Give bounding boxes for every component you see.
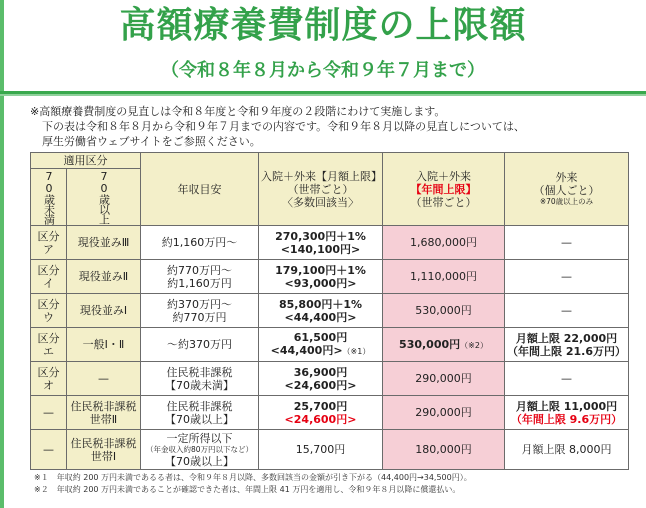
row-kubun: 区分ウ bbox=[31, 294, 67, 328]
table-row bbox=[31, 430, 629, 470]
row-over70: 住民税非課税世帯Ⅱ bbox=[67, 396, 141, 430]
row-outpatient: — bbox=[505, 260, 629, 294]
header-monthly bbox=[259, 153, 383, 226]
header-monthly-l1: 入院＋外来【月額上限】 bbox=[261, 169, 382, 183]
title-rule-light bbox=[0, 94, 646, 96]
row-income: 住民税非課税 【70歳以上】 bbox=[141, 396, 259, 430]
row-income: 約770万円〜 約1,160万円 bbox=[141, 260, 259, 294]
row-annual: 530,000円 bbox=[383, 294, 505, 328]
header-outpatient bbox=[505, 153, 629, 226]
table-row bbox=[31, 294, 629, 328]
row-outpatient: 月額上限 8,000円 bbox=[505, 430, 629, 470]
header-monthly-l3: 〈多数回該当〉 bbox=[282, 195, 359, 209]
row-annual: 1,680,000円 bbox=[383, 226, 505, 260]
note-line-3: 厚生労働省ウェブサイトをご参照ください。 bbox=[42, 135, 261, 148]
header-annual-l1a: 入院＋外来 bbox=[416, 169, 471, 183]
row-outpatient: 月額上限 11,000円 （年間上限 9.6万円） bbox=[505, 396, 629, 430]
page-title: 高額療養費制度の上限額 bbox=[119, 5, 527, 46]
row-over70: 住民税非課税世帯Ⅰ bbox=[67, 430, 141, 470]
row-annual: 180,000円 bbox=[383, 430, 505, 470]
table-row bbox=[31, 260, 629, 294]
header-outpatient-l2: （個人ごと） bbox=[533, 184, 600, 197]
header-group: 適用区分 bbox=[31, 153, 141, 169]
row-outpatient: 月額上限 22,000円 （年間上限 21.6万円） bbox=[505, 328, 629, 362]
page-subtitle: （令和８年８月から令和９年７月まで） bbox=[161, 60, 485, 81]
header-outpatient-l3: ※70歳以上のみ bbox=[539, 197, 594, 206]
row-annual: 290,000円 bbox=[383, 362, 505, 396]
row-outpatient: — bbox=[505, 294, 629, 328]
row-outpatient: — bbox=[505, 226, 629, 260]
footnotes bbox=[34, 472, 634, 496]
note-line-2: 下の表は令和８年８月から令和９年７月までの内容です。令和９年８月以降の見直しについては、 bbox=[42, 120, 525, 133]
header-monthly-l2: （世帯ごと） bbox=[287, 182, 354, 196]
row-income: 約370万円〜 約770万円 bbox=[141, 294, 259, 328]
table-row bbox=[31, 328, 629, 362]
header-annual-l1b: 【年間上限】 bbox=[410, 182, 477, 196]
footnote-2: ※２ 年収約 200 万円未満であることが確認できた者は、年間上限 41 万円を適用し、令和９年８月以降に償還払い。 bbox=[34, 485, 461, 494]
row-kubun: — bbox=[31, 396, 67, 430]
table-row bbox=[31, 396, 629, 430]
row-kubun: 区分ア bbox=[31, 226, 67, 260]
header-outpatient-l1: 外来 bbox=[555, 171, 578, 184]
row-monthly: 179,100円＋1% <93,000円> bbox=[259, 260, 383, 294]
row-over70: — bbox=[67, 362, 141, 396]
row-kubun: 区分エ bbox=[31, 328, 67, 362]
row-over70: 現役並みⅠ bbox=[67, 294, 141, 328]
row-kubun: — bbox=[31, 430, 67, 470]
row-income: 約1,160万円〜 bbox=[141, 226, 259, 260]
row-kubun: 区分イ bbox=[31, 260, 67, 294]
header-under70: 70歳未満 bbox=[31, 169, 67, 226]
row-annual: 1,110,000円 bbox=[383, 260, 505, 294]
limit-table bbox=[30, 152, 629, 470]
row-income: 一定所得以下 （年金収入約80万円以下など） 【70歳以上】 bbox=[141, 430, 259, 470]
row-over70: 一般Ⅰ・Ⅱ bbox=[67, 328, 141, 362]
row-income: 住民税非課税 【70歳未満】 bbox=[141, 362, 259, 396]
header-over70: 70歳以上 bbox=[67, 169, 141, 226]
table-row bbox=[31, 226, 629, 260]
row-annual: 530,000円（※2） bbox=[383, 328, 505, 362]
table-row bbox=[31, 362, 629, 396]
row-over70: 現役並みⅢ bbox=[67, 226, 141, 260]
footnote-ref-1: （※1） bbox=[342, 347, 371, 356]
row-monthly: 61,500円 <44,400円>（※1） bbox=[259, 328, 383, 362]
row-kubun: 区分オ bbox=[31, 362, 67, 396]
row-monthly: 85,800円＋1% <44,400円> bbox=[259, 294, 383, 328]
row-over70: 現役並みⅡ bbox=[67, 260, 141, 294]
footnote-1: ※１ 年収約 200 万円未満であるる者は、令和９年８月以降、多数回該当の金額が引き下がる（44,400円→34,500円）。 bbox=[34, 473, 472, 482]
intro-notes bbox=[30, 104, 630, 149]
row-monthly: 270,300円＋1% <140,100円> bbox=[259, 226, 383, 260]
row-outpatient: — bbox=[505, 362, 629, 396]
header-annual-l2: （世帯ごと） bbox=[410, 195, 477, 209]
header-annual bbox=[383, 153, 505, 226]
note-line-1: ※高額療養費制度の見直しは令和８年度と令和９年度の２段階にわけて実施します。 bbox=[30, 105, 446, 118]
row-annual: 290,000円 bbox=[383, 396, 505, 430]
row-monthly: 15,700円 bbox=[259, 430, 383, 470]
footnote-ref-2: （※2） bbox=[460, 340, 488, 350]
row-monthly: 36,900円 <24,600円> bbox=[259, 362, 383, 396]
row-income: 〜約370万円 bbox=[141, 328, 259, 362]
header-income: 年収目安 bbox=[141, 153, 259, 226]
row-monthly: 25,700円 <24,600円> bbox=[259, 396, 383, 430]
